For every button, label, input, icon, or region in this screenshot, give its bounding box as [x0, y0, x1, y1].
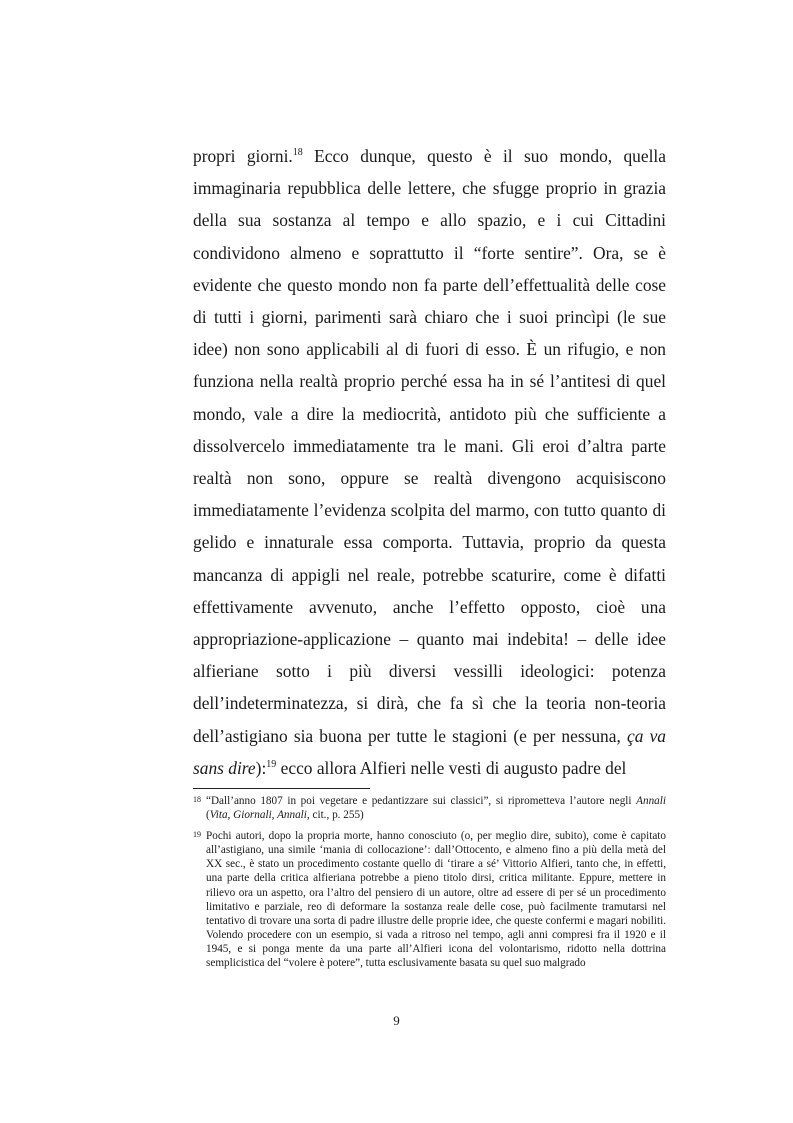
body-text: [193, 140, 666, 784]
text-run: ecco allora Alfieri nelle vesti di augusto padre del: [276, 757, 627, 778]
text-run: propri giorni.: [193, 146, 293, 166]
footnote-18: [193, 794, 666, 822]
footnote-text: , cit., p. 255): [306, 809, 364, 822]
paragraph: [193, 140, 666, 784]
text-run: ):: [255, 757, 267, 778]
footnote-italic: Vita, Giornali, Annali: [209, 809, 307, 822]
footnote-italic: Annali: [636, 795, 666, 807]
text-run: Ecco dunque, questo è il suo mondo, quella immaginaria repubblica delle lettere, che sfugge proprio in grazia della sua sostanza al tempo e allo spazio, e i cui Cittadini condividono almeno e soprattutto il “forte sentire”. Ora, se è evidente che questo mondo non fa parte dell’effettualità delle cose di tutti i giorni, parimenti sarà chiaro che i suoi princìpi (le sue idee) non sono applicabili al di fuori di esso. È un rifugio, e non funziona nella realtà proprio perché essa ha in sé l’antitesi di quel mondo, vale a dire la mediocrità, antidoto più che sufficiente a dissolvercelo immediatamente tra le mani. Gli eroi d’altra parte realtà non sono, oppure se realtà divengono acquisiscono immediatamente l’evidenza scolpita del marmo, con tutto quanto di gelido e innaturale essa comporta. Tuttavia, proprio da questa mancanza di appigli nel reale, potrebbe scaturire, come è difatti effettivamente avvenuto, anche l’effetto opposto, cioè una appropriazione-applicazione – quanto mai indebita! – delle idee alfieriane sotto i più diversi vessilli ideologici: potenza dell’indeterminatezza, si dirà, che fa sì che la teoria non-teoria dell’astigiano sia buona per tutte le stagioni (e per nessuna,: [193, 146, 666, 746]
page-number: 9: [393, 1013, 400, 1028]
footnote-ref-19[interactable]: 19: [266, 758, 277, 770]
footnote-separator: [193, 788, 370, 789]
footnote-ref-18[interactable]: 18: [292, 147, 303, 158]
footnote-text: “Dall’anno 1807 in poi vegetare e pedantizzare sui classici”, si riprometteva l’autore negli: [206, 795, 637, 807]
footnote-number: 19: [193, 830, 201, 840]
footnote-number: 18: [193, 795, 201, 804]
footnote-19: [193, 829, 666, 970]
footnote-text: Pochi autori, dopo la propria morte, hanno conosciuto (o, per meglio dire, subito), come è capitato all’astigiano, una simile ‘mania di collocazione’: dall’Ottocento, e almeno fino a più della metà del XX sec., è stato un procedimento costante quello di ‘tirare a sé’ Vittorio Alfieri, tanto che, in effetti, una parte della critica alfieriana potrebbe a pieno titolo dirsi, critica militante. Eppure, mettere in rilievo ora un aspetto, ora l’altro del pensiero di un autore, oltre ad essere di per sé un procedimento limitativo e parziale, reo di deformare la sostanza reale delle cose, può facilmente tramutarsi nel tentativo di trovare una sorta di padre illustre delle proprie idee, che queste confermi e magari nobiliti. Volendo procedere con un esempio, si vada a ritroso nel tempo, agli anni compresi fra il 1920 e il 1945, e si ponga mente da una parte all’Alfieri icona del volontarismo, ridotto nella dottrina semplicistica del “volere è potere”, tutta esclusivamente basata su quel suo malgrado: [206, 830, 666, 970]
italic-phrase: ça va sans dire: [193, 725, 666, 778]
footnotes: [193, 794, 666, 970]
footnote-text: (: [206, 809, 210, 822]
